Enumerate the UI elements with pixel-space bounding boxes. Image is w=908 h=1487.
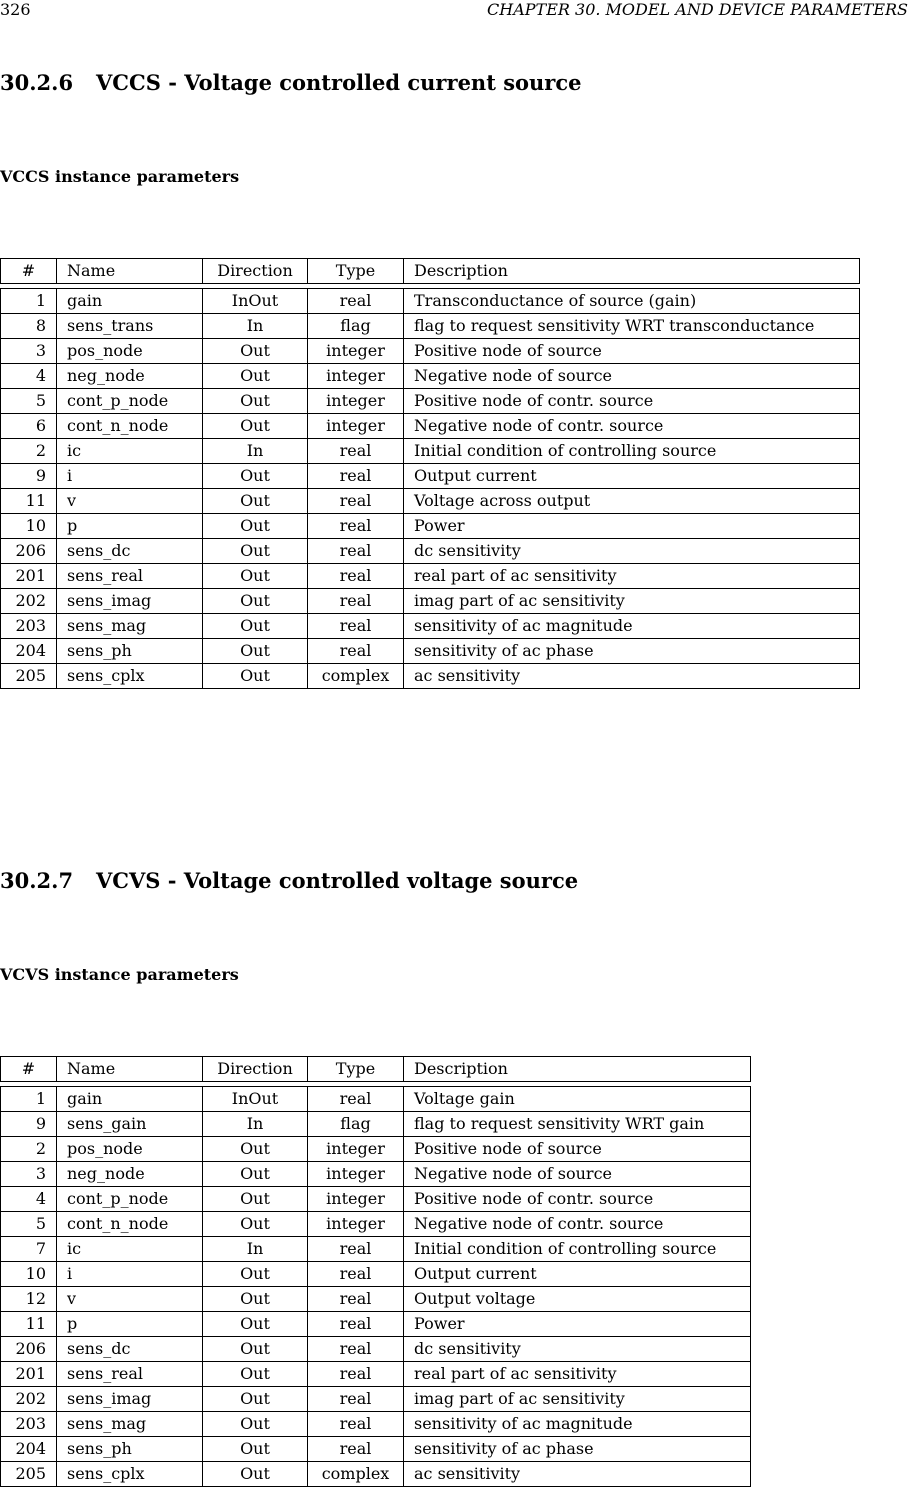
param-type: integer (308, 389, 404, 414)
param-direction: Out (203, 1287, 308, 1312)
param-name: gain (57, 289, 203, 314)
param-name: neg_node (57, 364, 203, 389)
table-row (1, 1462, 751, 1487)
param-number: 4 (1, 364, 57, 389)
param-name: cont_n_node (57, 414, 203, 439)
param-direction: Out (203, 1312, 308, 1337)
param-name: i (57, 1262, 203, 1287)
param-direction: Out (203, 1262, 308, 1287)
param-type: real (308, 1412, 404, 1437)
param-description: Voltage gain (404, 1087, 751, 1112)
running-head: CHAPTER 30. MODEL AND DEVICE PARAMETERS (487, 0, 908, 19)
table-row (1, 589, 860, 614)
param-description: flag to request sensitivity WRT gain (404, 1112, 751, 1137)
param-direction: Out (203, 1362, 308, 1387)
table-row (1, 1262, 751, 1287)
table-row (1, 639, 860, 664)
table-header-row (1, 1057, 751, 1082)
param-name: v (57, 1287, 203, 1312)
param-description: Positive node of contr. source (404, 1187, 751, 1212)
param-number: 1 (1, 1087, 57, 1112)
table-row (1, 364, 860, 389)
section-title-text: VCVS - Voltage controlled voltage source (96, 868, 579, 893)
param-description: Output current (404, 464, 860, 489)
column-header-number: # (1, 1057, 57, 1082)
param-name: ic (57, 439, 203, 464)
table-row (1, 1162, 751, 1187)
param-description: Negative node of contr. source (404, 414, 860, 439)
param-number: 202 (1, 1387, 57, 1412)
param-direction: Out (203, 1412, 308, 1437)
param-name: sens_ph (57, 639, 203, 664)
param-type: integer (308, 1187, 404, 1212)
param-description: Negative node of source (404, 364, 860, 389)
param-number: 9 (1, 464, 57, 489)
param-name: sens_ph (57, 1437, 203, 1462)
param-type: flag (308, 1112, 404, 1137)
param-description: Power (404, 1312, 751, 1337)
param-description: Initial condition of controlling source (404, 439, 860, 464)
param-description: sensitivity of ac phase (404, 639, 860, 664)
param-type: real (308, 639, 404, 664)
param-direction: In (203, 314, 308, 339)
column-header-description: Description (404, 259, 860, 284)
vcvs-parameter-table (0, 1056, 751, 1487)
table-row (1, 1412, 751, 1437)
param-type: real (308, 539, 404, 564)
column-header-description: Description (404, 1057, 751, 1082)
param-direction: Out (203, 539, 308, 564)
table-row (1, 1212, 751, 1237)
column-header-type: Type (308, 259, 404, 284)
param-description: imag part of ac sensitivity (404, 1387, 751, 1412)
table-row (1, 1387, 751, 1412)
param-description: real part of ac sensitivity (404, 1362, 751, 1387)
param-type: real (308, 589, 404, 614)
param-type: real (308, 1387, 404, 1412)
param-description: Power (404, 514, 860, 539)
param-direction: Out (203, 664, 308, 689)
table-row (1, 1112, 751, 1137)
table-row (1, 664, 860, 689)
table-row (1, 1137, 751, 1162)
param-number: 3 (1, 1162, 57, 1187)
param-type: real (308, 514, 404, 539)
param-name: sens_mag (57, 1412, 203, 1437)
param-description: imag part of ac sensitivity (404, 589, 860, 614)
param-name: p (57, 514, 203, 539)
param-type: real (308, 1087, 404, 1112)
param-name: sens_cplx (57, 1462, 203, 1487)
table-row (1, 489, 860, 514)
param-direction: Out (203, 1137, 308, 1162)
param-name: pos_node (57, 339, 203, 364)
param-direction: Out (203, 389, 308, 414)
param-type: integer (308, 1212, 404, 1237)
param-number: 10 (1, 1262, 57, 1287)
param-type: real (308, 464, 404, 489)
param-type: real (308, 439, 404, 464)
param-description: Output voltage (404, 1287, 751, 1312)
param-direction: Out (203, 589, 308, 614)
param-type: real (308, 1337, 404, 1362)
param-direction: Out (203, 1162, 308, 1187)
param-direction: Out (203, 364, 308, 389)
param-description: sensitivity of ac magnitude (404, 1412, 751, 1437)
param-name: sens_real (57, 1362, 203, 1387)
param-direction: Out (203, 1462, 308, 1487)
param-description: Initial condition of controlling source (404, 1237, 751, 1262)
param-type: real (308, 1237, 404, 1262)
param-number: 201 (1, 564, 57, 589)
table-row (1, 539, 860, 564)
table-row (1, 1337, 751, 1362)
table-row (1, 1312, 751, 1337)
subsection-heading-vcvs: VCVS instance parameters (0, 965, 239, 984)
section-heading-vcvs (0, 868, 578, 893)
param-direction: Out (203, 639, 308, 664)
param-number: 1 (1, 289, 57, 314)
table-header-row (1, 259, 860, 284)
column-header-name: Name (57, 259, 203, 284)
section-title-text: VCCS - Voltage controlled current source (96, 70, 582, 95)
param-type: real (308, 1437, 404, 1462)
param-type: complex (308, 1462, 404, 1487)
param-description: Output current (404, 1262, 751, 1287)
subsection-heading-vccs: VCCS instance parameters (0, 167, 240, 186)
param-name: sens_imag (57, 589, 203, 614)
param-number: 5 (1, 389, 57, 414)
table-row (1, 314, 860, 339)
param-type: integer (308, 364, 404, 389)
column-header-direction: Direction (203, 259, 308, 284)
param-number: 4 (1, 1187, 57, 1212)
param-name: sens_dc (57, 539, 203, 564)
param-name: ic (57, 1237, 203, 1262)
table-row (1, 1237, 751, 1262)
param-description: dc sensitivity (404, 1337, 751, 1362)
param-type: complex (308, 664, 404, 689)
param-description: flag to request sensitivity WRT transconductance (404, 314, 860, 339)
param-number: 203 (1, 1412, 57, 1437)
param-direction: Out (203, 614, 308, 639)
param-number: 8 (1, 314, 57, 339)
param-type: real (308, 289, 404, 314)
param-direction: Out (203, 414, 308, 439)
param-type: integer (308, 339, 404, 364)
page-number: 326 (0, 0, 31, 19)
param-number: 5 (1, 1212, 57, 1237)
section-heading-vccs (0, 70, 582, 95)
table-row (1, 289, 860, 314)
param-name: p (57, 1312, 203, 1337)
param-description: sensitivity of ac magnitude (404, 614, 860, 639)
table-row (1, 1187, 751, 1212)
param-direction: In (203, 439, 308, 464)
param-direction: Out (203, 1212, 308, 1237)
section-number: 30.2.6 (0, 70, 74, 95)
param-description: real part of ac sensitivity (404, 564, 860, 589)
param-description: Negative node of source (404, 1162, 751, 1187)
param-description: ac sensitivity (404, 664, 860, 689)
param-type: real (308, 489, 404, 514)
param-name: sens_cplx (57, 664, 203, 689)
table-body (1, 284, 860, 689)
param-direction: Out (203, 1337, 308, 1362)
param-description: Transconductance of source (gain) (404, 289, 860, 314)
column-header-number: # (1, 259, 57, 284)
param-name: neg_node (57, 1162, 203, 1187)
param-direction: InOut (203, 289, 308, 314)
param-direction: InOut (203, 1087, 308, 1112)
param-name: sens_dc (57, 1337, 203, 1362)
param-direction: Out (203, 489, 308, 514)
table-row (1, 1362, 751, 1387)
param-name: v (57, 489, 203, 514)
param-description: Negative node of contr. source (404, 1212, 751, 1237)
table-row (1, 339, 860, 364)
table-row (1, 439, 860, 464)
table-row (1, 414, 860, 439)
param-name: sens_imag (57, 1387, 203, 1412)
param-description: sensitivity of ac phase (404, 1437, 751, 1462)
param-type: flag (308, 314, 404, 339)
table-row (1, 389, 860, 414)
table-row (1, 464, 860, 489)
param-direction: Out (203, 339, 308, 364)
param-number: 12 (1, 1287, 57, 1312)
param-number: 206 (1, 539, 57, 564)
column-header-type: Type (308, 1057, 404, 1082)
param-name: sens_mag (57, 614, 203, 639)
param-name: pos_node (57, 1137, 203, 1162)
table-row (1, 514, 860, 539)
table-row (1, 614, 860, 639)
param-name: sens_real (57, 564, 203, 589)
param-description: Positive node of contr. source (404, 389, 860, 414)
param-number: 201 (1, 1362, 57, 1387)
param-direction: Out (203, 464, 308, 489)
param-direction: Out (203, 514, 308, 539)
param-number: 6 (1, 414, 57, 439)
section-number: 30.2.7 (0, 868, 74, 893)
param-description: ac sensitivity (404, 1462, 751, 1487)
param-type: integer (308, 1137, 404, 1162)
param-name: sens_gain (57, 1112, 203, 1137)
param-name: i (57, 464, 203, 489)
param-name: sens_trans (57, 314, 203, 339)
param-direction: Out (203, 1187, 308, 1212)
param-type: integer (308, 1162, 404, 1187)
param-direction: Out (203, 1387, 308, 1412)
param-description: Positive node of source (404, 339, 860, 364)
param-number: 2 (1, 439, 57, 464)
param-number: 9 (1, 1112, 57, 1137)
param-type: integer (308, 414, 404, 439)
param-number: 203 (1, 614, 57, 639)
param-number: 3 (1, 339, 57, 364)
param-type: real (308, 1362, 404, 1387)
param-number: 206 (1, 1337, 57, 1362)
column-header-name: Name (57, 1057, 203, 1082)
param-type: real (308, 614, 404, 639)
param-number: 7 (1, 1237, 57, 1262)
table-body (1, 1082, 751, 1487)
param-number: 205 (1, 1462, 57, 1487)
column-header-direction: Direction (203, 1057, 308, 1082)
param-direction: In (203, 1237, 308, 1262)
vccs-parameter-table (0, 258, 860, 689)
param-number: 2 (1, 1137, 57, 1162)
param-name: gain (57, 1087, 203, 1112)
param-type: real (308, 1287, 404, 1312)
param-direction: Out (203, 564, 308, 589)
table-row (1, 1087, 751, 1112)
table-row (1, 1437, 751, 1462)
param-description: Voltage across output (404, 489, 860, 514)
table-row (1, 564, 860, 589)
param-number: 11 (1, 1312, 57, 1337)
param-type: real (308, 564, 404, 589)
param-number: 204 (1, 639, 57, 664)
param-type: real (308, 1312, 404, 1337)
param-direction: Out (203, 1437, 308, 1462)
param-direction: In (203, 1112, 308, 1137)
param-name: cont_p_node (57, 1187, 203, 1212)
table-row (1, 1287, 751, 1312)
param-description: dc sensitivity (404, 539, 860, 564)
param-number: 10 (1, 514, 57, 539)
param-number: 11 (1, 489, 57, 514)
param-name: cont_p_node (57, 389, 203, 414)
param-type: real (308, 1262, 404, 1287)
param-name: cont_n_node (57, 1212, 203, 1237)
param-number: 202 (1, 589, 57, 614)
param-number: 205 (1, 664, 57, 689)
param-description: Positive node of source (404, 1137, 751, 1162)
param-number: 204 (1, 1437, 57, 1462)
